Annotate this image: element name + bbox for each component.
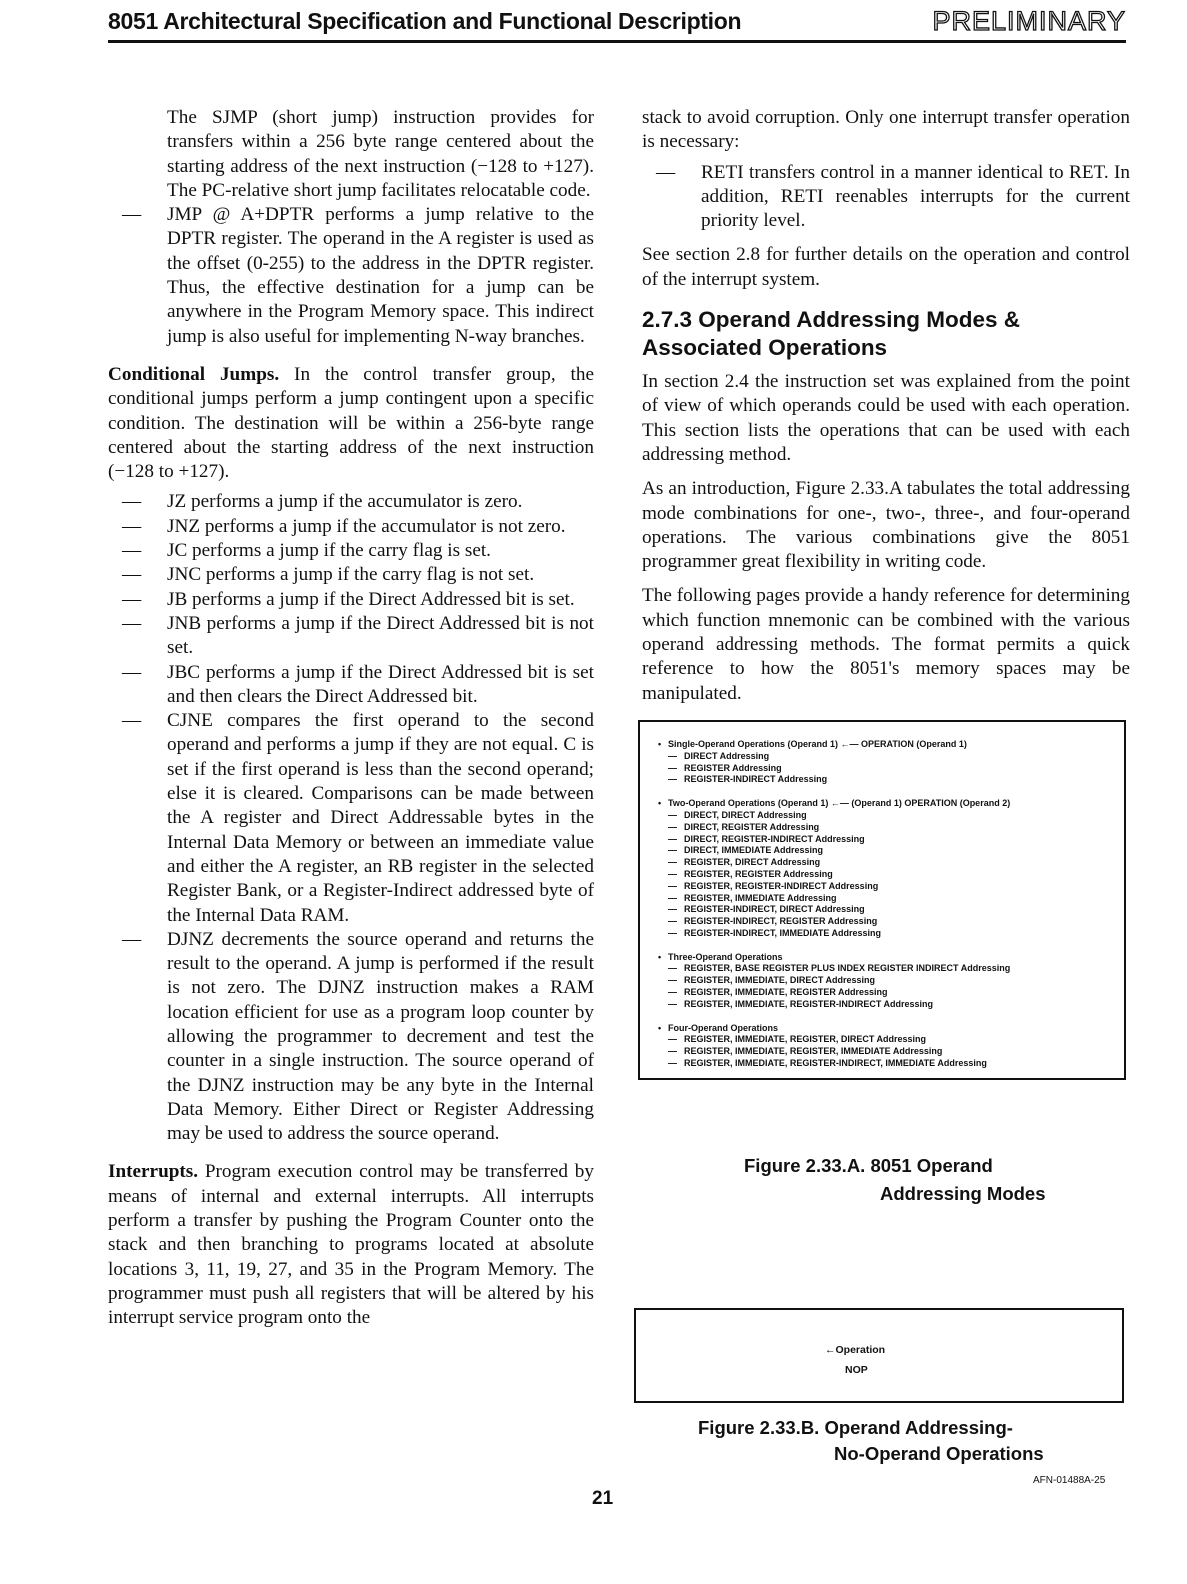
right-column bbox=[642, 106, 1130, 1080]
section-heading: 2.7.3 Operand Addressing Modes & Associated Operations bbox=[642, 307, 1021, 361]
interrupts-text: Program execution control may be transferred by means of internal and external interrupts. All interrupts perform a transfer by pushing the Program Counter onto the stack and then branching to programs located at absolute locations 3, 11, 19, 27, and 35 in the Program Memory. The programmer must push all registers that will be altered by his interrupt service program onto the bbox=[108, 1161, 594, 1329]
interrupts-paragraph bbox=[108, 1160, 594, 1330]
group-item: — REGISTER-INDIRECT Addressing bbox=[658, 774, 1124, 786]
left-column bbox=[108, 106, 594, 1341]
figure-a-caption: Figure 2.33.A. 8051 Operand bbox=[744, 1155, 993, 1176]
group-item: — REGISTER, DIRECT Addressing bbox=[658, 857, 1124, 869]
list-item: — JNB performs a jump if the Direct Addressed bit is not set. bbox=[108, 612, 594, 661]
operand-group bbox=[658, 952, 1124, 1011]
nop-label: NOP bbox=[845, 1364, 868, 1376]
reti-item: — RETI transfers control in a manner identical to RET. In addition, RETI reenables interrupts for the current priority level. bbox=[642, 161, 1130, 234]
conditional-jumps-text: In the control transfer group, the conditional jumps perform a jump contingent upon a specific condition. The destination will be within a 256-byte range centered about the starting address of the next instruction (−128 to +127). bbox=[108, 363, 595, 483]
preliminary-stamp: PRELIMINARY bbox=[932, 6, 1126, 36]
operand-group bbox=[658, 739, 1124, 786]
list-item: — DJNZ decrements the source operand and returns the result to the operand. A jump is performed if the result is not zero. The DJNZ instruction makes a RAM location efficient for use as a program loop counter by allowing the programmer to decrement and test the counter in a single instruction. The source operand of the DJNZ instruction may be any byte in the Internal Data Memory. Either Direct or Register Addressing may be used to address the source operand. bbox=[108, 928, 594, 1147]
group-item: — REGISTER, IMMEDIATE, DIRECT Addressing bbox=[658, 975, 1124, 987]
group-item: — REGISTER-INDIRECT, IMMEDIATE Addressing bbox=[658, 928, 1124, 940]
group-heading: • Three-Operand Operations bbox=[658, 952, 1124, 964]
group-item: — REGISTER Addressing bbox=[658, 763, 1124, 775]
group-item: — REGISTER, IMMEDIATE, REGISTER-INDIRECT Addressing bbox=[658, 999, 1124, 1011]
conditional-jumps-heading: Conditional Jumps. bbox=[108, 363, 280, 385]
list-item: — JB performs a jump if the Direct Addressed bit is set. bbox=[108, 588, 594, 612]
figure-b-box bbox=[634, 1308, 1124, 1403]
list-item: — JZ performs a jump if the accumulator is zero. bbox=[108, 490, 594, 514]
group-item: — REGISTER, IMMEDIATE, REGISTER Addressing bbox=[658, 987, 1124, 999]
group-item: — DIRECT, REGISTER Addressing bbox=[658, 822, 1124, 834]
intro-paragraph-2: As an introduction, Figure 2.33.A tabulates the total addressing mode combinations for one-, two-, three-, and four-operand operations. The various combinations give the 8051 programmer great flexibility in writing code. bbox=[642, 478, 1130, 573]
list-item: — CJNE compares the first operand to the second operand and performs a jump if they are not equal. C is set if the first operand is less than the second operand; else it is cleared. Comparisons can be made between the A register and Direct Addressable bytes in the Internal Data Memory or between an immediate value and either the A register, an RB register in the selected Register Bank, or a Register-Indirect addressed byte of the Internal Data RAM. bbox=[108, 709, 594, 928]
conditional-jumps-paragraph bbox=[108, 363, 594, 484]
operand-group bbox=[658, 798, 1124, 940]
group-item: — REGISTER, IMMEDIATE, REGISTER, DIRECT Addressing bbox=[658, 1034, 1124, 1046]
group-heading: • Single-Operand Operations (Operand 1) ←— OPERATION (Operand 1) bbox=[658, 739, 1124, 751]
intro-paragraph-1: In section 2.4 the instruction set was explained from the point of view of which operands could be used with each operation. This section lists the operations that can be used with each addressing method. bbox=[642, 371, 1130, 465]
group-item: — REGISTER, IMMEDIATE, REGISTER-INDIRECT, IMMEDIATE Addressing bbox=[658, 1058, 1124, 1070]
jmp-item: — JMP @ A+DPTR performs a jump relative to the DPTR register. The operand in the A register is used as the offset (0-255) to the address in the DPTR register. Thus, the effective destination for a jump can be anywhere in the Program Memory space. This indirect jump is also useful for implementing N-way branches. bbox=[108, 203, 594, 349]
operation-label: ←Operation bbox=[825, 1344, 886, 1356]
page-header bbox=[108, 6, 1126, 43]
conditional-jump-list bbox=[108, 490, 594, 1146]
continued-paragraph: stack to avoid corruption. Only one interrupt transfer operation is necessary: bbox=[642, 107, 1130, 153]
intro-paragraph-3: The following pages provide a handy reference for determining which function mnemonic can be combined with the various operand addressing methods. The format permits a quick reference to how the 8051's memory spaces may be manipulated. bbox=[642, 585, 1130, 704]
document-code: AFN-01488A-25 bbox=[1033, 1475, 1106, 1486]
group-item: — DIRECT, IMMEDIATE Addressing bbox=[658, 845, 1124, 857]
figure-b-caption-line2: No-Operand Operations bbox=[834, 1443, 1044, 1464]
group-heading: • Four-Operand Operations bbox=[658, 1023, 1124, 1035]
list-item: — JNC performs a jump if the carry flag is not set. bbox=[108, 563, 594, 587]
group-item: — REGISTER-INDIRECT, DIRECT Addressing bbox=[658, 904, 1124, 916]
operand-group bbox=[658, 1023, 1124, 1070]
group-item: — DIRECT, REGISTER-INDIRECT Addressing bbox=[658, 834, 1124, 846]
figure-a-box bbox=[638, 720, 1126, 1080]
group-item: — REGISTER, REGISTER-INDIRECT Addressing bbox=[658, 881, 1124, 893]
group-item: — REGISTER, REGISTER Addressing bbox=[658, 869, 1124, 881]
page-number: 21 bbox=[592, 1488, 614, 1509]
figure-b-caption: Figure 2.33.B. Operand Addressing- bbox=[698, 1417, 1013, 1438]
group-heading: • Two-Operand Operations (Operand 1) ←— (Operand 1) OPERATION (Operand 2) bbox=[658, 798, 1124, 810]
see-section-paragraph: See section 2.8 for further details on the operation and control of the interrupt system. bbox=[642, 244, 1130, 290]
list-item: — JBC performs a jump if the Direct Addressed bit is set and then clears the Direct Addressed bit. bbox=[108, 661, 594, 710]
group-item: — DIRECT Addressing bbox=[658, 751, 1124, 763]
group-item: — REGISTER, IMMEDIATE Addressing bbox=[658, 893, 1124, 905]
group-item: — REGISTER, IMMEDIATE, REGISTER, IMMEDIATE Addressing bbox=[658, 1046, 1124, 1058]
figure-a-caption-line2: Addressing Modes bbox=[880, 1183, 1046, 1204]
group-item: — REGISTER-INDIRECT, REGISTER Addressing bbox=[658, 916, 1124, 928]
group-item: — REGISTER, BASE REGISTER PLUS INDEX REGISTER INDIRECT Addressing bbox=[658, 963, 1124, 975]
sjmp-paragraph: The SJMP (short jump) instruction provides for transfers within a 256 byte range centered about the starting address of the next instruction (−128 to +127). The PC-relative short jump facilitates relocatable code. bbox=[167, 107, 594, 201]
list-item: — JNZ performs a jump if the accumulator is not zero. bbox=[108, 515, 594, 539]
header-title: 8051 Architectural Specification and Functional Description bbox=[108, 8, 742, 34]
interrupts-heading: Interrupts. bbox=[108, 1161, 199, 1183]
group-item: — DIRECT, DIRECT Addressing bbox=[658, 810, 1124, 822]
list-item: — JC performs a jump if the carry flag is set. bbox=[108, 539, 594, 563]
